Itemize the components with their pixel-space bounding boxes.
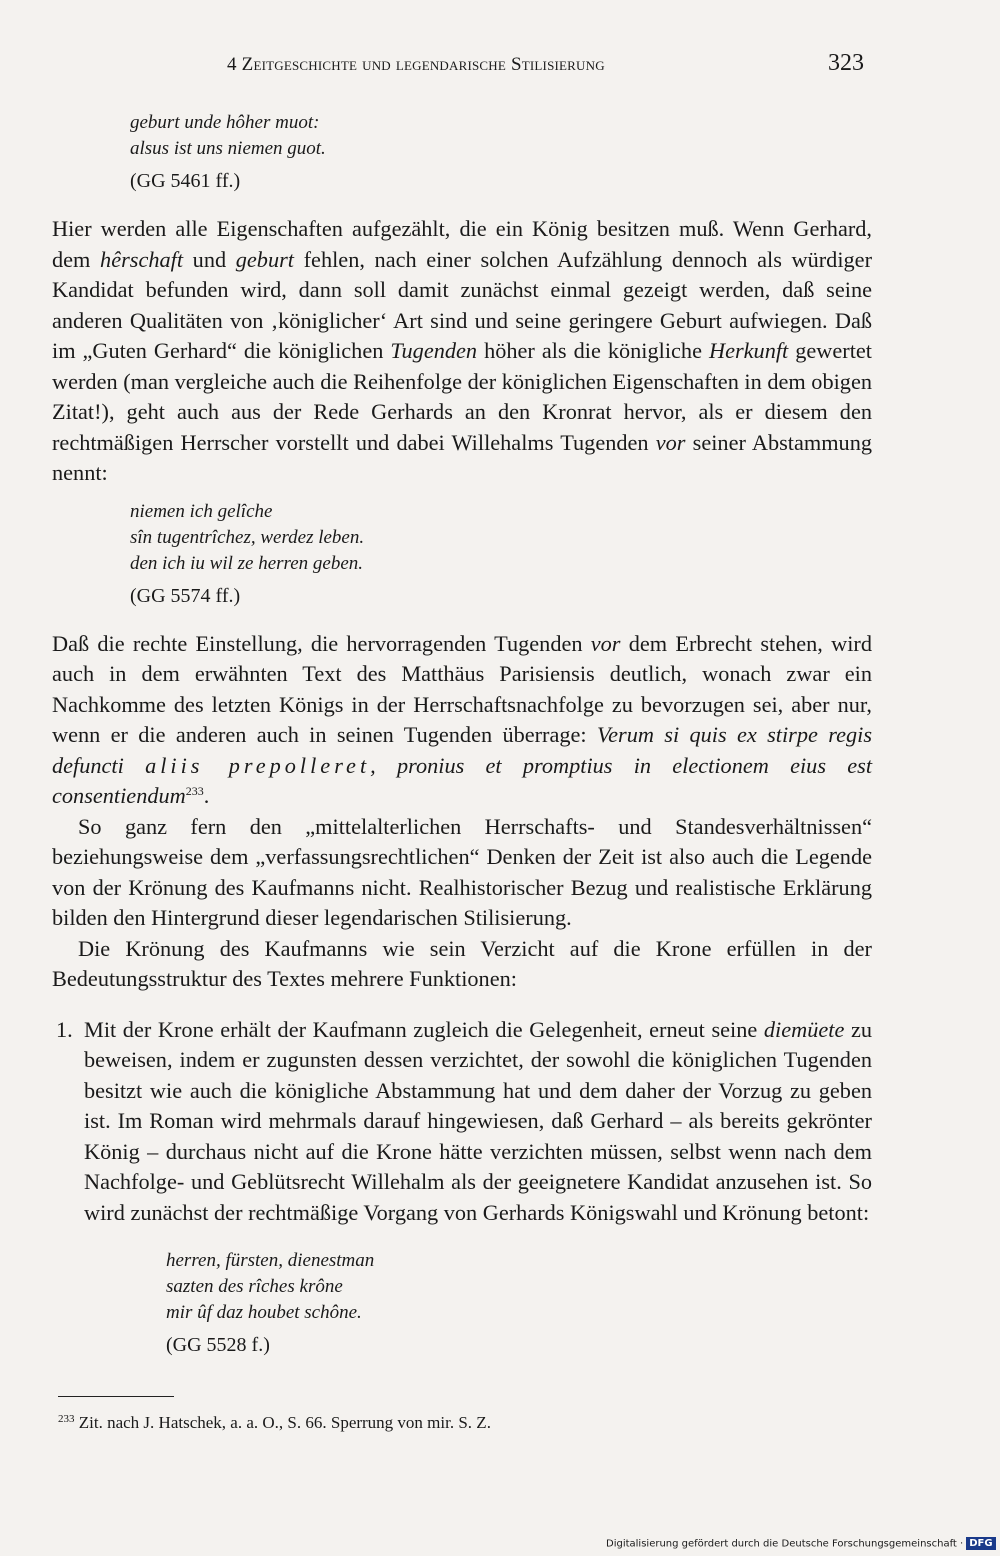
- dfg-logo: DFG: [966, 1537, 995, 1550]
- verse-citation: (GG 5461 ff.): [130, 170, 241, 192]
- verse-citation: (GG 5528 f.): [166, 1334, 270, 1356]
- verse-line: sazten des rîches krône: [166, 1276, 343, 1297]
- running-title: 4 Zeitgeschichte und legendarische Stilisierung: [227, 54, 605, 75]
- verse-quote: [130, 499, 872, 577]
- verse-line: herren, fürsten, dienestman: [166, 1250, 375, 1271]
- paragraph: So ganz fern den „mittelalterlichen Herrschafts- und Standesverhältnissen“ beziehungsweise dem „verfassungsrechtlichen“ Denken der Zeit ist also auch die Legende von der Krönung des Kaufmanns nicht. Realhistorischer Bezug und realistische Erklärung bilden den Hintergrund dieser legendarischen Stilisierung.: [52, 813, 872, 930]
- paragraph: Hier werden alle Eigenschaften aufgezählt, die ein König besitzen muß. Wenn Gerhard, dem hêrschaft und geburt fehlen, nach einer solchen Aufzählung dennoch als würdiger Kandidat befunden wird, dann soll damit zunächst einmal gezeigt werden, daß seine anderen Qualitäten von ‚königlicher‘ Art sind und seine geringere Geburt aufwiegen. Daß im „Guten Gerhard“ die königlichen Tugenden höher als die königliche Herkunft gewertet werden (man vergleiche auch die Reihenfolge der königlichen Eigenschaften in dem obigen Zitat!), geht auch aus der Rede Gerhards an den Kronrat hervor, als er diesem den rechtmäßigen Herrscher vorstellt und dabei Willehalms Tugenden vor seiner Abstammung nennt:: [52, 216, 872, 485]
- footnote-text: Zit. nach J. Hatschek, a. a. O., S. 66. Sperrung von mir. S. Z.: [78, 1413, 491, 1432]
- verse-quote: [166, 1248, 872, 1326]
- footnote: [58, 1412, 491, 1434]
- paragraph: Die Krönung des Kaufmanns wie sein Verzicht auf die Krone erfüllen in der Bedeutungsstruktur des Textes mehrere Funktionen:: [52, 935, 872, 991]
- page-number: 323: [828, 50, 864, 76]
- footnote-rule: [58, 1396, 174, 1397]
- digitization-note: Digitalisierung gefördert durch die Deutsche Forschungsgemeinschaft · DFG: [606, 1537, 996, 1550]
- verse-line: alsus ist uns niemen guot.: [130, 138, 326, 159]
- list-number: 1.: [56, 1016, 73, 1042]
- verse-line: geburt unde hôher muot:: [130, 112, 320, 133]
- verse-line: niemen ich gelîche: [130, 500, 273, 522]
- verse-citation: (GG 5574 ff.): [130, 584, 241, 607]
- page-header: [0, 50, 1000, 84]
- verse-line: mir ûf daz houbet schône.: [166, 1302, 362, 1323]
- list-item-text: Mit der Krone erhält der Kaufmann zugleich die Gelegenheit, erneut seine diemüete zu beweisen, indem er zugunsten dessen verzichtet, der sowohl die königlichen Tugenden besitzt wie auch die königliche Abstammung hat und dem daher der Vorzug zu geben ist. Im Roman wird mehrmals darauf hingewiesen, daß Gerhard – als bereits gekrönter König – durchaus nicht auf die Krone hätte verzichten müssen, selbst wenn nach dem Nachfolge- und Geblütsrecht Willehalm als der geeignetere Kandidat anzusehen ist. So wird zunächst der rechtmäßige Vorgang von Gerhards Königswahl und Krönung betont:: [84, 1016, 872, 1225]
- verse-quote: [130, 110, 872, 162]
- verse-line: sîn tugentrîchez, werdez leben.: [130, 526, 365, 548]
- spaced-emphasis: aliis prepolleret: [145, 752, 371, 778]
- paragraph: Daß die rechte Einstellung, die hervorragenden Tugenden vor dem Erbrecht stehen, wird auch in dem erwähnten Text des Matthäus Parisiensis deutlich, wonach zwar ein Nachkomme des letzten Königs in der Herrschaftsnachfolge zu bevorzugen sei, aber nur, wenn er die anderen auch in seinen Tugenden überrage: Verum si quis ex stirpe regis defuncti aliis prepolleret, pronius et promptius in electionem eius est consentiendum$^{233}$.: [52, 630, 873, 808]
- list-item: [52, 1015, 872, 1359]
- verse-line: den ich iu wil ze herren geben.: [130, 552, 364, 574]
- footnote-marker: 233: [185, 784, 204, 798]
- page-body: [52, 110, 872, 1358]
- footnote-number: 233: [58, 1413, 75, 1425]
